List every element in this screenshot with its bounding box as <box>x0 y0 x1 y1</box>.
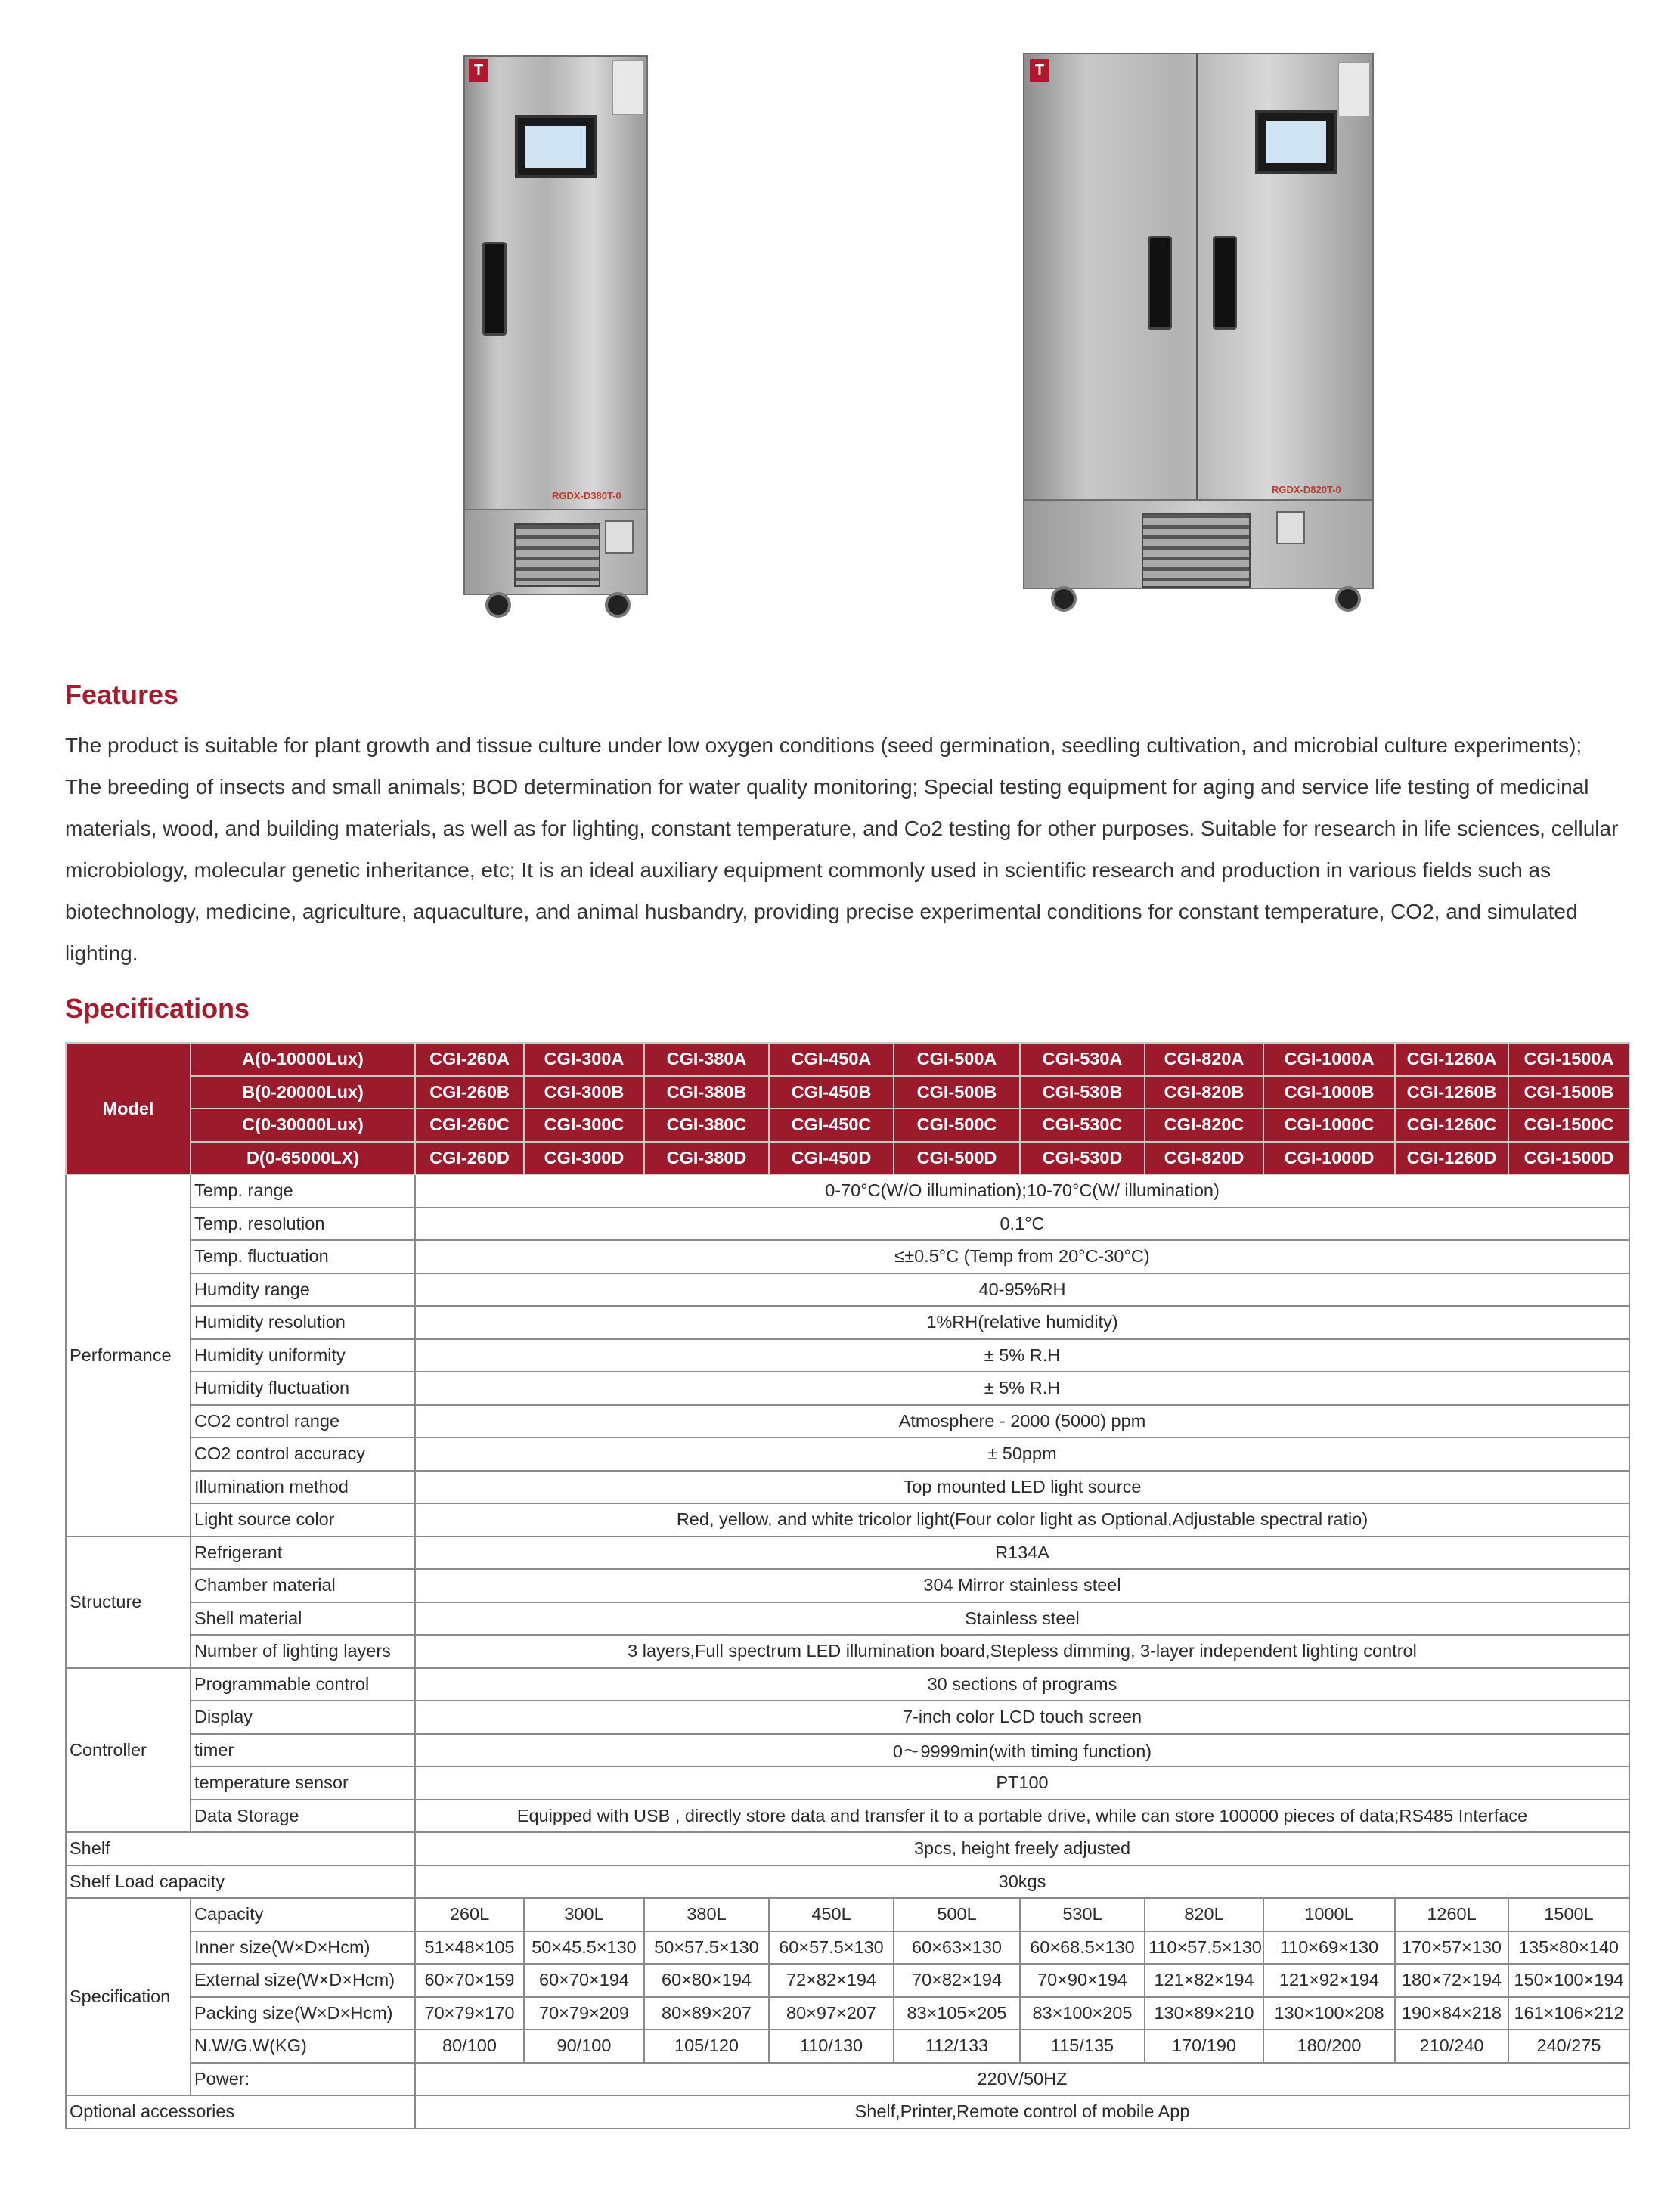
touch-screen <box>1255 110 1337 174</box>
spec-value-cell: 50×45.5×130 <box>524 1931 644 1965</box>
caster-wheel <box>1051 586 1077 612</box>
spec-value-cell: 180/200 <box>1263 2030 1395 2063</box>
spec-value-cell: 180×72×194 <box>1395 1964 1508 1997</box>
spec-value-cell: 110×57.5×130 <box>1145 1931 1263 1965</box>
model-code-cell: CGI-260B <box>415 1076 524 1109</box>
spec-label-cell: Inner size(W×D×Hcm) <box>191 1931 415 1965</box>
spec-value-cell: 60×63×130 <box>894 1931 1020 1965</box>
spec-value-cell: 135×80×140 <box>1508 1931 1629 1965</box>
table-row <box>66 1997 1629 2030</box>
model-code-cell: CGI-450D <box>769 1142 894 1175</box>
spec-value-cell: R134A <box>415 1537 1629 1570</box>
table-row <box>66 1306 1629 1339</box>
spec-label-cell: Number of lighting layers <box>191 1635 415 1668</box>
table-row <box>66 1076 1629 1109</box>
spec-value-cell: 3 layers,Full spectrum LED illumination board,Stepless dimming, 3-layer independent lighting control <box>415 1635 1629 1668</box>
spec-value-cell: 1260L <box>1395 1898 1508 1931</box>
spec-value-cell: 304 Mirror stainless steel <box>415 1569 1629 1602</box>
spec-value-cell: 72×82×194 <box>769 1964 894 1997</box>
spec-label-cell: Temp. fluctuation <box>191 1240 415 1273</box>
spec-value-cell: ± 50ppm <box>415 1437 1629 1471</box>
spec-value-cell: 300L <box>524 1898 644 1931</box>
spec-label-cell: Light source color <box>191 1503 415 1537</box>
model-code-cell: CGI-1260B <box>1395 1076 1508 1109</box>
caster-wheel <box>485 592 511 618</box>
spec-label-cell: Capacity <box>191 1898 415 1931</box>
warning-labels-icon <box>612 60 644 115</box>
shelf-load-value-cell: 30kgs <box>415 1865 1629 1899</box>
spec-label-cell: CO2 control range <box>191 1405 415 1438</box>
warning-labels-icon <box>1338 62 1370 116</box>
model-code-cell: CGI-530B <box>1020 1076 1145 1109</box>
table-row <box>66 1734 1629 1767</box>
spec-label-cell: Display <box>191 1701 415 1734</box>
table-row <box>66 1602 1629 1636</box>
model-variant-cell: B(0-20000Lux) <box>191 1076 415 1109</box>
spec-value-cell: 1%RH(relative humidity) <box>415 1306 1629 1339</box>
table-row <box>66 1043 1629 1076</box>
table-row <box>66 1240 1629 1273</box>
model-variant-cell: D(0-65000LX) <box>191 1142 415 1175</box>
spec-value-cell: 115/135 <box>1020 2030 1145 2063</box>
model-code-cell: CGI-1000D <box>1263 1142 1395 1175</box>
model-code-cell: CGI-820B <box>1145 1076 1263 1109</box>
specification-group-label: Specification <box>66 1898 191 2095</box>
spec-label-cell: Chamber material <box>191 1569 415 1602</box>
spec-value-cell: 121×92×194 <box>1263 1964 1395 1997</box>
model-code-cell: CGI-380C <box>644 1109 769 1142</box>
brand-logo: T <box>1030 59 1049 82</box>
model-code-cell: CGI-260D <box>415 1142 524 1175</box>
model-code-cell: CGI-450A <box>769 1043 894 1076</box>
spec-value-cell: 110×69×130 <box>1263 1931 1395 1965</box>
table-row <box>66 1142 1629 1175</box>
model-code-cell: CGI-820A <box>1145 1043 1263 1076</box>
spec-value-cell: 0.1°C <box>415 1208 1629 1241</box>
spec-value-cell: 51×48×105 <box>415 1931 524 1965</box>
spec-value-cell: 60×80×194 <box>644 1964 769 1997</box>
table-row <box>66 1931 1629 1965</box>
spec-label-cell: Humdity range <box>191 1273 415 1307</box>
spec-value-cell: ≤±0.5°C (Temp from 20°C-30°C) <box>415 1240 1629 1273</box>
model-code-cell: CGI-1260C <box>1395 1109 1508 1142</box>
model-code-cell: CGI-1000C <box>1263 1109 1395 1142</box>
spec-value-cell: 70×82×194 <box>894 1964 1020 1997</box>
table-row <box>66 1701 1629 1734</box>
spec-value-cell: 530L <box>1020 1898 1145 1931</box>
spec-value-cell: 60×70×159 <box>415 1964 524 1997</box>
spec-value-cell: 60×68.5×130 <box>1020 1931 1145 1965</box>
touch-screen <box>515 115 597 178</box>
spec-value-cell: ± 5% R.H <box>415 1372 1629 1405</box>
model-header-cell: Model <box>66 1043 191 1174</box>
spec-value-cell: 80×89×207 <box>644 1997 769 2030</box>
spec-label-cell: Illumination method <box>191 1471 415 1504</box>
spec-value-cell: 30 sections of programs <box>415 1668 1629 1701</box>
features-paragraph: The product is suitable for plant growth and tissue culture under low oxygen conditions (seed germination, seedling cultivation, and microbial culture experiments); The breeding of insects and small animals; BOD determination for water quality monitoring; Special testing equipment for aging and service life testing of medicinal materials, wood, and building materials, as well as for lighting, constant temperature, and Co2 testing for other purposes. Suitable for research in life sciences, cellular microbiology, molecular genetic inheritance, etc; It is an ideal auxiliary equipment commonly used in scientific research and production in various fields such as biotechnology, medicine, agriculture, aquaculture, and animal husbandry, providing precise experimental conditions for constant temperature, CO2, and simulated lighting. <box>65 733 1619 965</box>
model-code-cell: CGI-450B <box>769 1076 894 1109</box>
model-code-cell: CGI-260C <box>415 1109 524 1142</box>
optional-accessories-label-cell: Optional accessories <box>66 2095 415 2129</box>
table-row <box>66 1503 1629 1537</box>
spec-value-cell: Stainless steel <box>415 1602 1629 1636</box>
vent-grille <box>1142 513 1251 588</box>
model-code-cell: CGI-1260D <box>1395 1142 1508 1175</box>
model-label: RGDX-D380T-0 <box>552 490 621 501</box>
model-code-cell: CGI-1500C <box>1508 1109 1629 1142</box>
spec-label-cell: Refrigerant <box>191 1537 415 1570</box>
spec-value-cell: 500L <box>894 1898 1020 1931</box>
specifications-table <box>65 1042 1630 2129</box>
spec-value-cell: 90/100 <box>524 2030 644 2063</box>
model-code-cell: CGI-820C <box>1145 1109 1263 1142</box>
table-row <box>66 1109 1629 1142</box>
table-row <box>66 1964 1629 1997</box>
spec-value-cell: ± 5% R.H <box>415 1339 1629 1372</box>
spec-label-cell: Humidity uniformity <box>191 1339 415 1372</box>
caster-wheel <box>605 592 631 618</box>
spec-value-cell: 190×84×218 <box>1395 1997 1508 2030</box>
spec-value-cell: PT100 <box>415 1766 1629 1800</box>
model-code-cell: CGI-1500A <box>1508 1043 1629 1076</box>
spec-label-cell: Humidity resolution <box>191 1306 415 1339</box>
model-code-cell: CGI-1500D <box>1508 1142 1629 1175</box>
model-code-cell: CGI-1500B <box>1508 1076 1629 1109</box>
model-code-cell: CGI-530C <box>1020 1109 1145 1142</box>
model-code-cell: CGI-1000B <box>1263 1076 1395 1109</box>
spec-value-cell: 70×79×170 <box>415 1997 524 2030</box>
model-variant-cell: A(0-10000Lux) <box>191 1043 415 1076</box>
spec-value-cell: 170×57×130 <box>1395 1931 1508 1965</box>
model-variant-cell: C(0-30000Lux) <box>191 1109 415 1142</box>
table-row <box>66 1865 1629 1899</box>
table-row <box>66 1635 1629 1668</box>
spec-label-cell: Temp. range <box>191 1174 415 1208</box>
spec-label-cell: Data Storage <box>191 1800 415 1833</box>
model-code-cell: CGI-530D <box>1020 1142 1145 1175</box>
model-code-cell: CGI-300D <box>524 1142 644 1175</box>
brand-logo: T <box>469 59 488 82</box>
table-row <box>66 1471 1629 1504</box>
spec-value-cell: 70×79×209 <box>524 1997 644 2030</box>
model-code-cell: CGI-380A <box>644 1043 769 1076</box>
table-row <box>66 1766 1629 1800</box>
spec-value-cell: 60×57.5×130 <box>769 1931 894 1965</box>
spec-label-cell: Humidity fluctuation <box>191 1372 415 1405</box>
table-row <box>66 2030 1629 2063</box>
power-label-cell: Power: <box>191 2063 415 2096</box>
spec-value-cell: 121×82×194 <box>1145 1964 1263 1997</box>
table-row <box>66 1437 1629 1471</box>
spec-label-cell: CO2 control accuracy <box>191 1437 415 1471</box>
table-row <box>66 2095 1629 2129</box>
vent-grille <box>514 523 600 587</box>
table-row <box>66 1273 1629 1307</box>
spec-value-cell: 260L <box>415 1898 524 1931</box>
spec-value-cell: 110/130 <box>769 2030 894 2063</box>
table-row <box>66 1800 1629 1833</box>
spec-value-cell: 161×106×212 <box>1508 1997 1629 2030</box>
spec-label-cell: Programmable control <box>191 1668 415 1701</box>
shelf-load-label-cell: Shelf Load capacity <box>66 1865 415 1899</box>
spec-value-cell: 150×100×194 <box>1508 1964 1629 1997</box>
shelf-label-cell: Shelf <box>66 1832 415 1865</box>
model-code-cell: CGI-300A <box>524 1043 644 1076</box>
spec-value-cell: Atmosphere - 2000 (5000) ppm <box>415 1405 1629 1438</box>
spec-value-cell: Top mounted LED light source <box>415 1471 1629 1504</box>
spec-value-cell: 380L <box>644 1898 769 1931</box>
spec-value-cell: 210/240 <box>1395 2030 1508 2063</box>
caster-wheel <box>1335 586 1361 612</box>
spec-value-cell: 83×100×205 <box>1020 1997 1145 2030</box>
table-row <box>66 1898 1629 1931</box>
spec-label-cell: N.W/G.W(KG) <box>191 2030 415 2063</box>
model-label: RGDX-D820T-0 <box>1272 484 1341 495</box>
spec-value-cell: 0～9999min(with timing function) <box>415 1734 1629 1767</box>
table-row <box>66 1208 1629 1241</box>
model-code-cell: CGI-380B <box>644 1076 769 1109</box>
model-code-cell: CGI-300C <box>524 1109 644 1142</box>
controller-group-label: Controller <box>66 1668 191 1833</box>
spec-value-cell: 170/190 <box>1145 2030 1263 2063</box>
table-row <box>66 1668 1629 1701</box>
spec-label-cell: Temp. resolution <box>191 1208 415 1241</box>
spec-value-cell: Red, yellow, and white tricolor light(Four color light as Optional,Adjustable spectral ratio) <box>415 1503 1629 1537</box>
table-row <box>66 1832 1629 1865</box>
model-code-cell: CGI-380D <box>644 1142 769 1175</box>
power-switch <box>605 520 634 554</box>
spec-label-cell: Shell material <box>191 1602 415 1636</box>
table-row <box>66 1537 1629 1570</box>
spec-value-cell: 50×57.5×130 <box>644 1931 769 1965</box>
spec-value-cell: 60×70×194 <box>524 1964 644 1997</box>
model-code-cell: CGI-500D <box>894 1142 1020 1175</box>
model-code-cell: CGI-500B <box>894 1076 1020 1109</box>
spec-value-cell: 0-70°C(W/O illumination);10-70°C(W/ illumination) <box>415 1174 1629 1208</box>
door-handle <box>482 242 507 336</box>
table-row <box>66 1569 1629 1602</box>
spec-value-cell: 80×97×207 <box>769 1997 894 2030</box>
model-code-cell: CGI-500C <box>894 1109 1020 1142</box>
spec-value-cell: 240/275 <box>1508 2030 1629 2063</box>
spec-value-cell: Equipped with USB , directly store data and transfer it to a portable drive, while can store 100000 pieces of data;RS485 Interface <box>415 1800 1629 1833</box>
door-handle-left <box>1148 236 1172 330</box>
spec-value-cell: 112/133 <box>894 2030 1020 2063</box>
structure-group-label: Structure <box>66 1537 191 1668</box>
spec-label-cell: temperature sensor <box>191 1766 415 1800</box>
spec-value-cell: 1000L <box>1263 1898 1395 1931</box>
specifications-heading: Specifications <box>65 993 250 1024</box>
performance-group-label: Performance <box>66 1174 191 1537</box>
table-row <box>66 1405 1629 1438</box>
spec-value-cell: 7-inch color LCD touch screen <box>415 1701 1629 1734</box>
spec-value-cell: 105/120 <box>644 2030 769 2063</box>
model-code-cell: CGI-300B <box>524 1076 644 1109</box>
model-code-cell: CGI-1260A <box>1395 1043 1508 1076</box>
spec-value-cell: 130×89×210 <box>1145 1997 1263 2030</box>
shelf-value-cell: 3pcs, height freely adjusted <box>415 1832 1629 1865</box>
model-code-cell: CGI-820D <box>1145 1142 1263 1175</box>
spec-value-cell: 70×90×194 <box>1020 1964 1145 1997</box>
power-value-cell: 220V/50HZ <box>415 2063 1629 2096</box>
table-row <box>66 1372 1629 1405</box>
model-code-cell: CGI-500A <box>894 1043 1020 1076</box>
model-code-cell: CGI-450C <box>769 1109 894 1142</box>
spec-value-cell: 40-95%RH <box>415 1273 1629 1307</box>
model-code-cell: CGI-530A <box>1020 1043 1145 1076</box>
spec-label-cell: timer <box>191 1734 415 1767</box>
spec-value-cell: 130×100×208 <box>1263 1997 1395 2030</box>
spec-value-cell: 820L <box>1145 1898 1263 1931</box>
door-handle-right <box>1213 236 1237 330</box>
spec-label-cell: External size(W×D×Hcm) <box>191 1964 415 1997</box>
spec-value-cell: 83×105×205 <box>894 1997 1020 2030</box>
spec-label-cell: Packing size(W×D×Hcm) <box>191 1997 415 2030</box>
spec-value-cell: 1500L <box>1508 1898 1629 1931</box>
model-code-cell: CGI-1000A <box>1263 1043 1395 1076</box>
model-code-cell: CGI-260A <box>415 1043 524 1076</box>
spec-value-cell: 80/100 <box>415 2030 524 2063</box>
features-heading: Features <box>65 679 179 710</box>
table-row <box>66 1339 1629 1372</box>
table-row <box>66 2063 1629 2096</box>
power-switch <box>1276 511 1305 544</box>
optional-accessories-value-cell: Shelf,Printer,Remote control of mobile App <box>415 2095 1629 2129</box>
spec-value-cell: 450L <box>769 1898 894 1931</box>
table-row <box>66 1174 1629 1208</box>
